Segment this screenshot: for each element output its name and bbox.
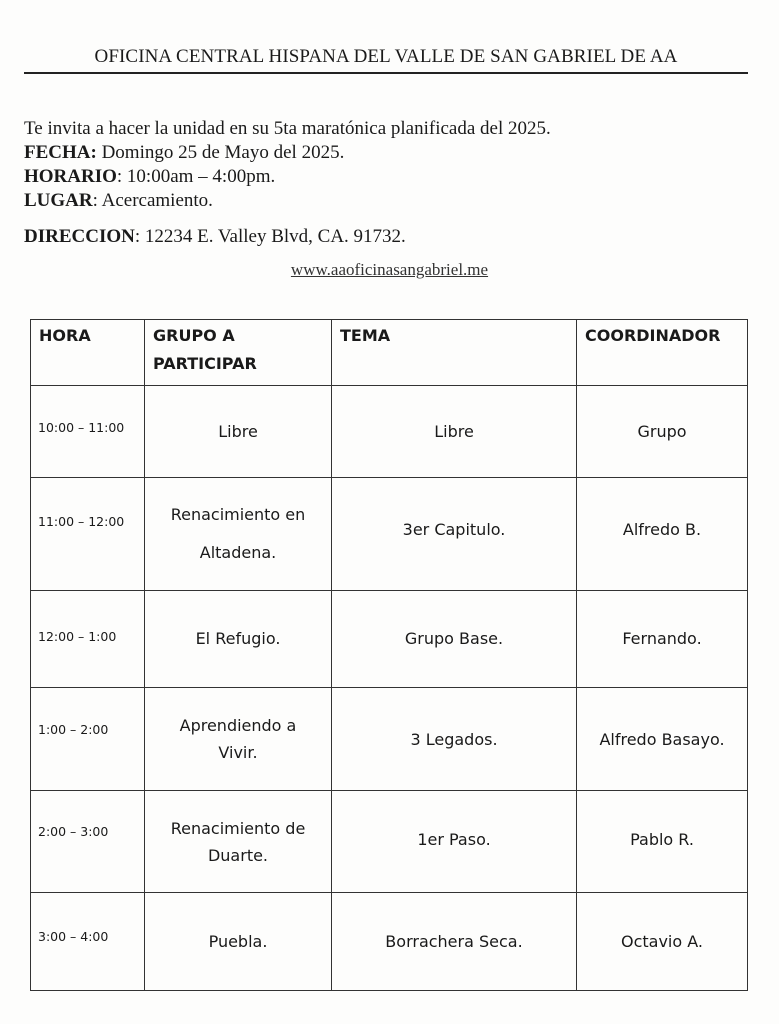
header-grupo: [145, 320, 332, 386]
horario-line: [24, 166, 275, 188]
cell-grupo: [145, 893, 332, 991]
lugar-value: : Acercamiento.: [92, 190, 213, 211]
table-row: [31, 791, 748, 893]
cell-coordinador: Pablo R.: [577, 791, 748, 893]
cell-hora: 2:00 – 3:00: [31, 791, 145, 893]
horario-value: : 10:00am – 4:00pm.: [116, 166, 276, 187]
cell-coordinador: Octavio A.: [577, 893, 748, 991]
horario-label: HORARIO: [24, 166, 117, 187]
cell-tema: Borrachera Seca.: [332, 893, 577, 991]
header-tema: TEMA: [332, 320, 577, 386]
cell-hora: 12:00 – 1:00: [31, 591, 145, 688]
cell-grupo: [145, 478, 332, 591]
grupo-line1: Puebla.: [208, 931, 268, 951]
header-grupo-line1: GRUPO A: [153, 326, 235, 345]
grupo-line1: Renacimiento de: [170, 818, 306, 838]
table-row: [31, 591, 748, 688]
grupo-line1: Libre: [218, 421, 258, 441]
cell-tema: 3er Capitulo.: [332, 478, 577, 591]
cell-tema: 3 Legados.: [332, 688, 577, 791]
grupo-line2: Vivir.: [218, 743, 258, 762]
header-grupo-line2: PARTICIPAR: [153, 354, 257, 373]
fecha-value: Domingo 25 de Mayo del 2025.: [96, 142, 345, 163]
cell-hora: 11:00 – 12:00: [31, 478, 145, 591]
cell-coordinador: Grupo: [577, 386, 748, 478]
fecha-line: [24, 142, 344, 164]
cell-tema: Grupo Base.: [332, 591, 577, 688]
fecha-label: FECHA:: [24, 142, 97, 163]
cell-hora: 10:00 – 11:00: [31, 386, 145, 478]
cell-tema: 1er Paso.: [332, 791, 577, 893]
cell-coordinador: Alfredo B.: [577, 478, 748, 591]
lugar-line: [24, 190, 213, 212]
cell-grupo: [145, 791, 332, 893]
grupo-line2: Duarte.: [207, 845, 269, 865]
header-hora: HORA: [31, 320, 145, 386]
table-row: [31, 386, 748, 478]
grupo-line2: Altadena.: [199, 543, 277, 562]
cell-tema: Libre: [332, 386, 577, 478]
header-coordinador: COORDINADOR: [577, 320, 748, 386]
direccion-line: [24, 226, 406, 248]
grupo-line1: El Refugio.: [195, 629, 281, 648]
cell-grupo: [145, 386, 332, 478]
page-title: OFICINA CENTRAL HISPANA DEL VALLE DE SAN GABRIEL DE AA: [94, 46, 678, 67]
table-row: [31, 688, 748, 791]
grupo-line1: Aprendiendo a: [179, 716, 297, 735]
lugar-label: LUGAR: [24, 190, 93, 211]
title-divider: [24, 72, 748, 74]
direccion-value: : 12234 E. Valley Blvd, CA. 91732.: [134, 226, 406, 247]
direccion-label: DIRECCION: [24, 226, 135, 247]
cell-coordinador: Fernando.: [577, 591, 748, 688]
table-header-row: [31, 320, 748, 386]
table-row: [31, 893, 748, 991]
schedule-table: [30, 319, 748, 991]
grupo-line1: Renacimiento en: [170, 505, 306, 524]
website-line: [0, 260, 779, 280]
cell-grupo: [145, 688, 332, 791]
cell-hora: 1:00 – 2:00: [31, 688, 145, 791]
invite-text: Te invita a hacer la unidad en su 5ta maratónica planificada del 2025.: [24, 118, 551, 139]
cell-hora: 3:00 – 4:00: [31, 893, 145, 991]
cell-grupo: [145, 591, 332, 688]
table-row: [31, 478, 748, 591]
cell-coordinador: Alfredo Basayo.: [577, 688, 748, 791]
website-link[interactable]: www.aaoficinasangabriel.me: [290, 260, 489, 279]
